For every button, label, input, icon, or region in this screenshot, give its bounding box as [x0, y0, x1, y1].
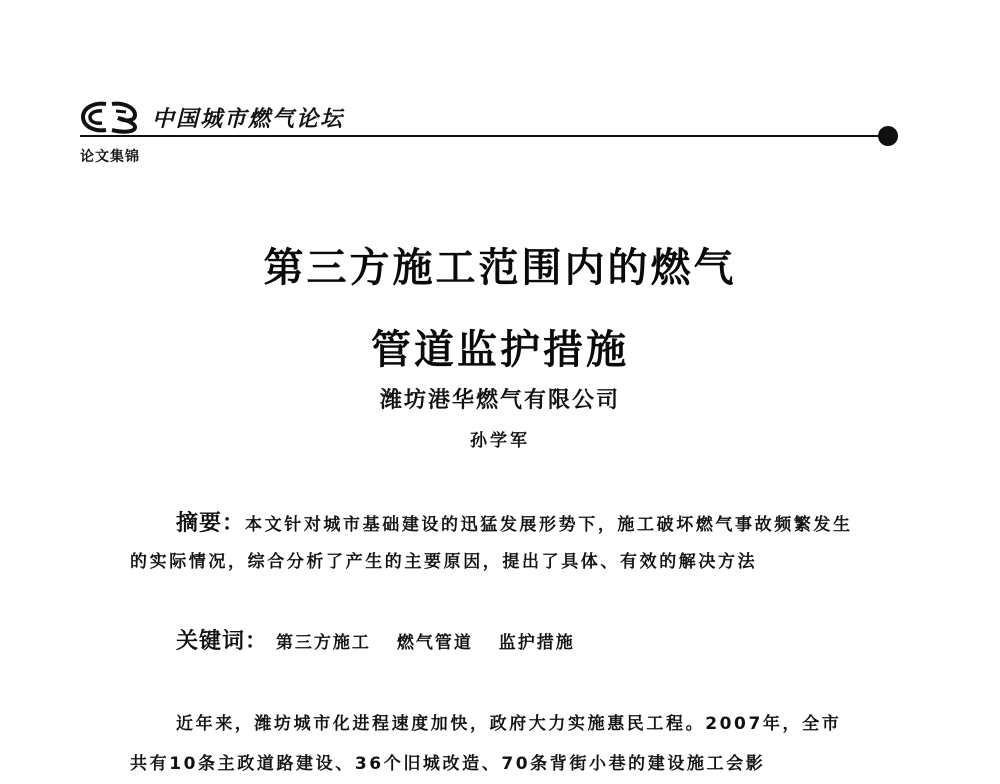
- keyword-item: 监护措施: [498, 633, 575, 653]
- keywords-line: [176, 624, 593, 655]
- section-label: 论文集锦: [80, 149, 140, 165]
- article-title-line2: 管道监护措施: [371, 327, 629, 373]
- forum-logo-icon: [80, 100, 138, 134]
- abstract-paragraph: [130, 505, 858, 581]
- abstract-label: 摘要：: [176, 511, 246, 536]
- keywords-label: 关键词：: [176, 629, 269, 654]
- header-rule-dot: [878, 126, 898, 146]
- forum-brand-title: 中国城市燃气论坛: [152, 106, 345, 132]
- author-company: 潍坊港华燃气有限公司: [379, 388, 620, 413]
- article-title-line1: 第三方施工范围内的燃气: [263, 245, 737, 291]
- keyword-item: 第三方施工: [275, 633, 371, 653]
- page-header: [80, 96, 900, 166]
- body-paragraph: 近年来，潍坊城市化进程速度加快，政府大力实施惠民工程。2007年，全市共有10条主政道路建设、36个旧城改造、70条背街小巷的建设施工会影: [130, 714, 842, 774]
- author-name: 孙学军: [470, 431, 530, 451]
- abstract-text: 本文针对城市基础建设的迅猛发展形势下，施工破坏燃气事故频繁发生的实际情况，综合分析了产生的主要原因，提出了具体、有效的解决方法: [130, 515, 853, 572]
- keyword-item: 燃气管道: [396, 633, 473, 653]
- header-rule: [80, 135, 886, 137]
